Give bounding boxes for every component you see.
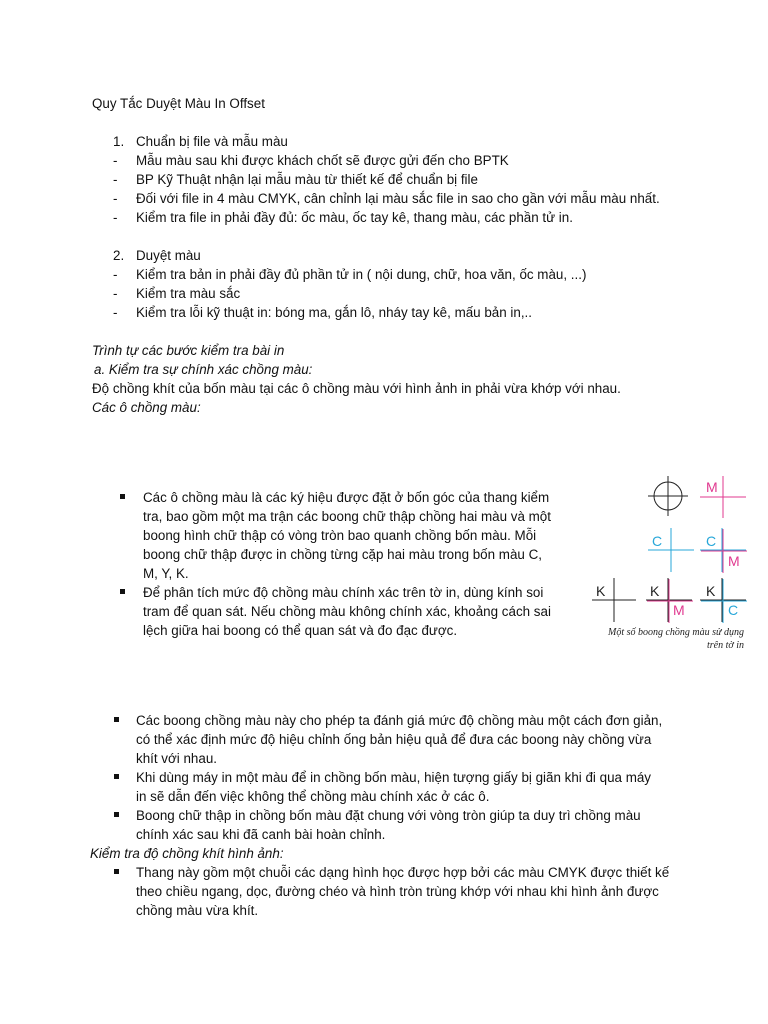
mark-label-m: M [673, 602, 685, 618]
bullet-paragraph [143, 488, 551, 583]
bullet-paragraph [136, 863, 669, 920]
paragraph-line: theo chiều ngang, dọc, đường chéo và hình tròn trùng khớp với nhau khi hình ảnh được [136, 884, 659, 899]
section-2-number: 2. [113, 248, 125, 263]
mark-label-c: C [652, 533, 663, 549]
dash-marker: - [113, 210, 118, 225]
image-check-heading: Kiểm tra độ chồng khít hình ảnh: [90, 846, 284, 861]
black-magenta-cross-mark [646, 578, 693, 623]
section-1-item: Kiểm tra file in phải đầy đủ: ốc màu, ốc tay kê, thang màu, các phần tử in. [136, 210, 573, 225]
section-2-item: Kiểm tra màu sắc [136, 286, 241, 301]
section-1-item: BP Kỹ Thuật nhận lại mẫu màu từ thiết kế để chuẩn bị file [136, 172, 478, 187]
section-1-item: Đối với file in 4 màu CMYK, cân chỉnh lại màu sắc file in sao cho gần với mẫu màu nhất. [136, 191, 660, 206]
paragraph-line: chính xác sau khi đã canh bài hoàn chỉnh. [136, 827, 386, 842]
paragraph-line: M, Y, K. [143, 566, 189, 581]
mark-label-k: K [706, 583, 716, 599]
figure-caption-line: trên tờ in [706, 640, 744, 651]
magenta-cross-mark [700, 476, 746, 518]
registration-heading: Các ô chồng màu: [92, 400, 201, 415]
bullet-paragraph [136, 768, 651, 806]
circled-crosshair-mark [648, 476, 688, 516]
dash-marker: - [113, 191, 118, 206]
bullet-square [114, 717, 119, 722]
section-1-heading: Chuẩn bị file và mẫu màu [136, 134, 288, 149]
black-cyan-cross-mark [700, 578, 747, 623]
sequence-heading: Trình tự các bước kiểm tra bài in [92, 343, 285, 358]
cyan-magenta-cross-mark [700, 528, 747, 573]
section-1-number: 1. [113, 134, 125, 149]
paragraph-line: Boong chữ thập in chồng bốn màu đặt chung với vòng tròn giúp ta duy trì chồng màu [136, 808, 641, 823]
paragraph-line: Khi dùng máy in một màu để in chồng bốn màu, hiện tượng giấy bị giãn khi đi qua máy [136, 770, 651, 785]
paragraph-line: boong hình chữ thập có vòng tròn bao quanh chồng bốn màu. Mỗi [143, 528, 537, 543]
dash-marker: - [113, 153, 118, 168]
subsection-a-heading: a. Kiểm tra sự chính xác chồng màu: [94, 362, 313, 377]
bullet-square [120, 494, 125, 499]
paragraph-line: tra, bao gồm một ma trận các boong chữ thập chồng hai màu và một [143, 509, 551, 524]
bullet-square [120, 589, 125, 594]
paragraph-line: boong chữ thập được in chồng từng cặp hai màu trong bốn màu C, [143, 547, 542, 562]
dash-marker: - [113, 267, 118, 282]
mark-label-m: M [728, 553, 740, 569]
paragraph-line: chồng màu vừa khít. [136, 903, 259, 918]
section-2-item: Kiểm tra bản in phải đầy đủ phần tử in ( nội dung, chữ, hoa văn, ốc màu, ...) [136, 267, 587, 282]
paragraph-line: khít với nhau. [136, 751, 217, 766]
bullet-square [114, 869, 119, 874]
bullet-square [114, 812, 119, 817]
mark-label-c: C [728, 602, 739, 618]
paragraph-line: lệch giữa hai boong có thể quan sát và đo đạc được. [143, 623, 458, 638]
section-2-item: Kiểm tra lỗi kỹ thuật in: bóng ma, gắn lô, nháy tay kê, mấu bản in,.. [136, 305, 532, 320]
paragraph-line: Các boong chồng màu này cho phép ta đánh giá mức độ chồng màu một cách đơn giản, [136, 713, 663, 728]
bullet-paragraph [136, 711, 662, 768]
bullet-paragraph [136, 806, 641, 844]
black-cross-mark [592, 578, 636, 622]
paragraph-line: Để phân tích mức độ chồng màu chính xác trên tờ in, dùng kính soi [143, 585, 544, 600]
paragraph-line: Các ô chồng màu là các ký hiệu được đặt ở bốn góc của thang kiểm [143, 490, 550, 505]
figure-caption-line: Một số boong chồng màu sử dụng [607, 627, 744, 638]
mark-label-k: K [650, 583, 660, 599]
bullet-square [114, 774, 119, 779]
paragraph-line: in sẽ dẫn đến việc không thể chồng màu chính xác ở các ô. [136, 789, 490, 804]
mark-label-m: M [706, 479, 718, 495]
subsection-a-text: Độ chồng khít của bốn màu tại các ô chồng màu với hình ảnh in phải vừa khớp với nhau. [92, 381, 621, 396]
dash-marker: - [113, 305, 118, 320]
section-1-item: Mẫu màu sau khi được khách chốt sẽ được gửi đến cho BPTK [136, 153, 509, 168]
dash-marker: - [113, 172, 118, 187]
bullet-paragraph [143, 583, 551, 640]
mark-label-k: K [596, 583, 606, 599]
registration-marks-figure [588, 470, 756, 658]
section-2-heading: Duyệt màu [136, 248, 201, 263]
paragraph-line: có thể xác định mức độ hiệu chỉnh ống bản hiệu quả để đưa các boong này chồng vừa [136, 732, 652, 747]
mark-label-c: C [706, 533, 717, 549]
paragraph-line: tram để quan sát. Nếu chồng màu không chính xác, khoảng cách sai [143, 604, 551, 619]
cyan-cross-mark [648, 528, 694, 572]
dash-marker: - [113, 286, 118, 301]
document-title: Quy Tắc Duyệt Màu In Offset [92, 96, 265, 111]
figure-caption [584, 626, 744, 652]
paragraph-line: Thang này gồm một chuỗi các dạng hình học được hợp bởi các màu CMYK được thiết kế [136, 865, 670, 880]
